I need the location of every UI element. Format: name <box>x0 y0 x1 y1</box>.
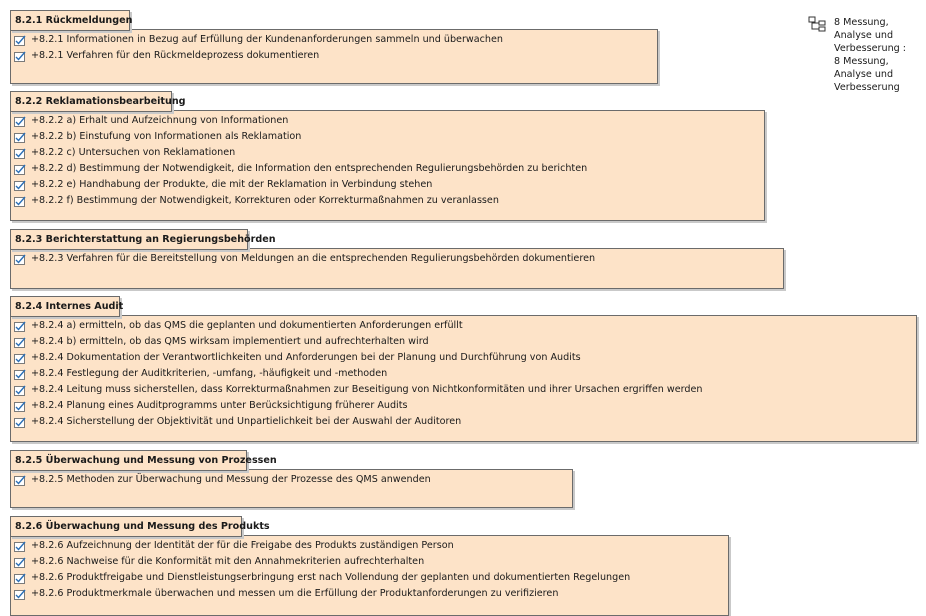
requirement-item[interactable] <box>11 32 657 48</box>
requirement-item[interactable] <box>11 570 728 586</box>
requirement-text: +8.2.4 b) ermitteln, ob das QMS wirksam implementiert und aufrechterhalten wird <box>31 336 429 347</box>
requirement-icon <box>14 417 26 428</box>
parent-package-line: Verbesserung : <box>834 43 907 54</box>
requirement-item[interactable] <box>11 113 764 129</box>
requirement-item[interactable] <box>11 586 728 602</box>
requirement-item[interactable] <box>11 350 916 366</box>
package-body <box>10 29 658 84</box>
requirement-icon <box>14 401 26 412</box>
requirement-text: +8.2.4 a) ermitteln, ob das QMS die geplanten und dokumentierten Anforderungen erfüllt <box>31 320 463 331</box>
requirement-icon <box>14 541 26 552</box>
requirement-item[interactable] <box>11 334 916 350</box>
requirement-text: +8.2.1 Verfahren für den Rückmeldeprozess dokumentieren <box>31 50 320 61</box>
parent-package-note <box>808 16 910 94</box>
requirement-text: +8.2.5 Methoden zur Überwachung und Messung der Prozesse des QMS anwenden <box>31 474 431 485</box>
requirement-item[interactable] <box>11 129 764 145</box>
package-title: 8.2.2 Reklamationsbearbeitung <box>10 91 172 112</box>
parent-package-label <box>834 16 910 94</box>
requirement-icon <box>14 573 26 584</box>
requirement-item[interactable] <box>11 161 764 177</box>
requirement-item[interactable] <box>11 554 728 570</box>
requirement-icon <box>14 35 26 46</box>
requirement-text: +8.2.2 f) Bestimmung der Notwendigkeit, Korrekturen oder Korrekturmaßnahmen zu veranlassen <box>31 195 499 206</box>
requirement-icon <box>14 254 26 265</box>
requirement-text: +8.2.6 Produktmerkmale überwachen und messen um die Erfüllung der Produktanforderungen zu verifizieren <box>31 588 559 599</box>
requirement-icon <box>14 475 26 486</box>
package[interactable] <box>10 10 658 84</box>
requirement-icon <box>14 164 26 175</box>
requirement-item[interactable] <box>11 538 728 554</box>
requirement-text: +8.2.6 Produktfreigabe und Dienstleistungserbringung erst nach Vollendung der geplanten und dokumentierten Regelungen <box>31 572 631 583</box>
package[interactable] <box>10 91 765 221</box>
package-body <box>10 248 784 289</box>
package[interactable] <box>10 516 729 616</box>
requirement-icon <box>14 385 26 396</box>
requirement-icon <box>14 180 26 191</box>
requirement-icon <box>14 589 26 600</box>
package-hierarchy-icon <box>808 16 826 32</box>
requirement-item[interactable] <box>11 472 572 488</box>
requirement-text: +8.2.2 a) Erhalt und Aufzeichnung von Informationen <box>31 115 289 126</box>
requirement-item[interactable] <box>11 145 764 161</box>
requirement-item[interactable] <box>11 398 916 414</box>
requirement-icon <box>14 557 26 568</box>
requirement-text: +8.2.2 b) Einstufung von Informationen als Reklamation <box>31 131 302 142</box>
requirement-text: +8.2.4 Planung eines Auditprogramms unter Berücksichtigung früherer Audits <box>31 400 408 411</box>
requirement-icon <box>14 196 26 207</box>
requirement-item[interactable] <box>11 193 764 209</box>
requirement-icon <box>14 116 26 127</box>
requirement-item[interactable] <box>11 318 916 334</box>
requirement-text: +8.2.2 c) Untersuchen von Reklamationen <box>31 147 236 158</box>
requirement-item[interactable] <box>11 366 916 382</box>
requirement-icon <box>14 353 26 364</box>
requirement-text: +8.2.6 Aufzeichnung der Identität der für die Freigabe des Produkts zuständigen Person <box>31 540 454 551</box>
requirement-text: +8.2.4 Festlegung der Auditkriterien, -umfang, -häufigkeit und -methoden <box>31 368 388 379</box>
requirement-icon <box>14 369 26 380</box>
parent-package-line: Verbesserung <box>834 82 900 93</box>
package[interactable] <box>10 450 573 508</box>
requirement-item[interactable] <box>11 177 764 193</box>
requirement-item[interactable] <box>11 48 657 64</box>
requirement-text: +8.2.2 e) Handhabung der Produkte, die mit der Reklamation in Verbindung stehen <box>31 179 433 190</box>
package-title: 8.2.3 Berichterstattung an Regierungsbehörden <box>10 229 248 250</box>
package-body <box>10 469 573 508</box>
parent-package-line: 8 Messung, <box>834 56 889 67</box>
package-title: 8.2.5 Überwachung und Messung von Prozessen <box>10 450 247 471</box>
requirement-icon <box>14 321 26 332</box>
parent-package-line: 8 Messung, <box>834 17 889 28</box>
package[interactable] <box>10 296 917 442</box>
parent-package-line: Analyse und <box>834 30 894 41</box>
requirement-text: +8.2.4 Sicherstellung der Objektivität und Unpartielichkeit bei der Auswahl der Auditoren <box>31 416 462 427</box>
package-body <box>10 315 917 442</box>
package-body <box>10 110 765 221</box>
requirement-item[interactable] <box>11 382 916 398</box>
requirement-item[interactable] <box>11 251 783 267</box>
requirement-item[interactable] <box>11 414 916 430</box>
parent-package-line: Analyse und <box>834 69 894 80</box>
requirement-icon <box>14 148 26 159</box>
package-title: 8.2.6 Überwachung und Messung des Produkts <box>10 516 242 537</box>
requirement-text: +8.2.4 Leitung muss sicherstellen, dass Korrekturmaßnahmen zur Beseitigung von Nichtkonformitäten und ihrer Ursachen ergriffen werden <box>31 384 703 395</box>
package-title: 8.2.4 Internes Audit <box>10 296 120 317</box>
package-title: 8.2.1 Rückmeldungen <box>10 10 130 31</box>
package-body <box>10 535 729 616</box>
requirement-text: +8.2.6 Nachweise für die Konformität mit den Annahmekriterien aufrechterhalten <box>31 556 425 567</box>
package[interactable] <box>10 229 784 289</box>
requirement-text: +8.2.2 d) Bestimmung der Notwendigkeit, die Information den entsprechenden Regulierungsbehörden zu berichten <box>31 163 588 174</box>
requirement-icon <box>14 51 26 62</box>
requirement-text: +8.2.1 Informationen in Bezug auf Erfüllung der Kundenanforderungen sammeln und überwachen <box>31 34 503 45</box>
requirement-text: +8.2.3 Verfahren für die Bereitstellung von Meldungen an die entsprechenden Regulierungsbehörden dokumentieren <box>31 253 596 264</box>
requirement-icon <box>14 337 26 348</box>
requirement-text: +8.2.4 Dokumentation der Verantwortlichkeiten und Anforderungen bei der Planung und Durchführung von Audits <box>31 352 581 363</box>
requirement-icon <box>14 132 26 143</box>
